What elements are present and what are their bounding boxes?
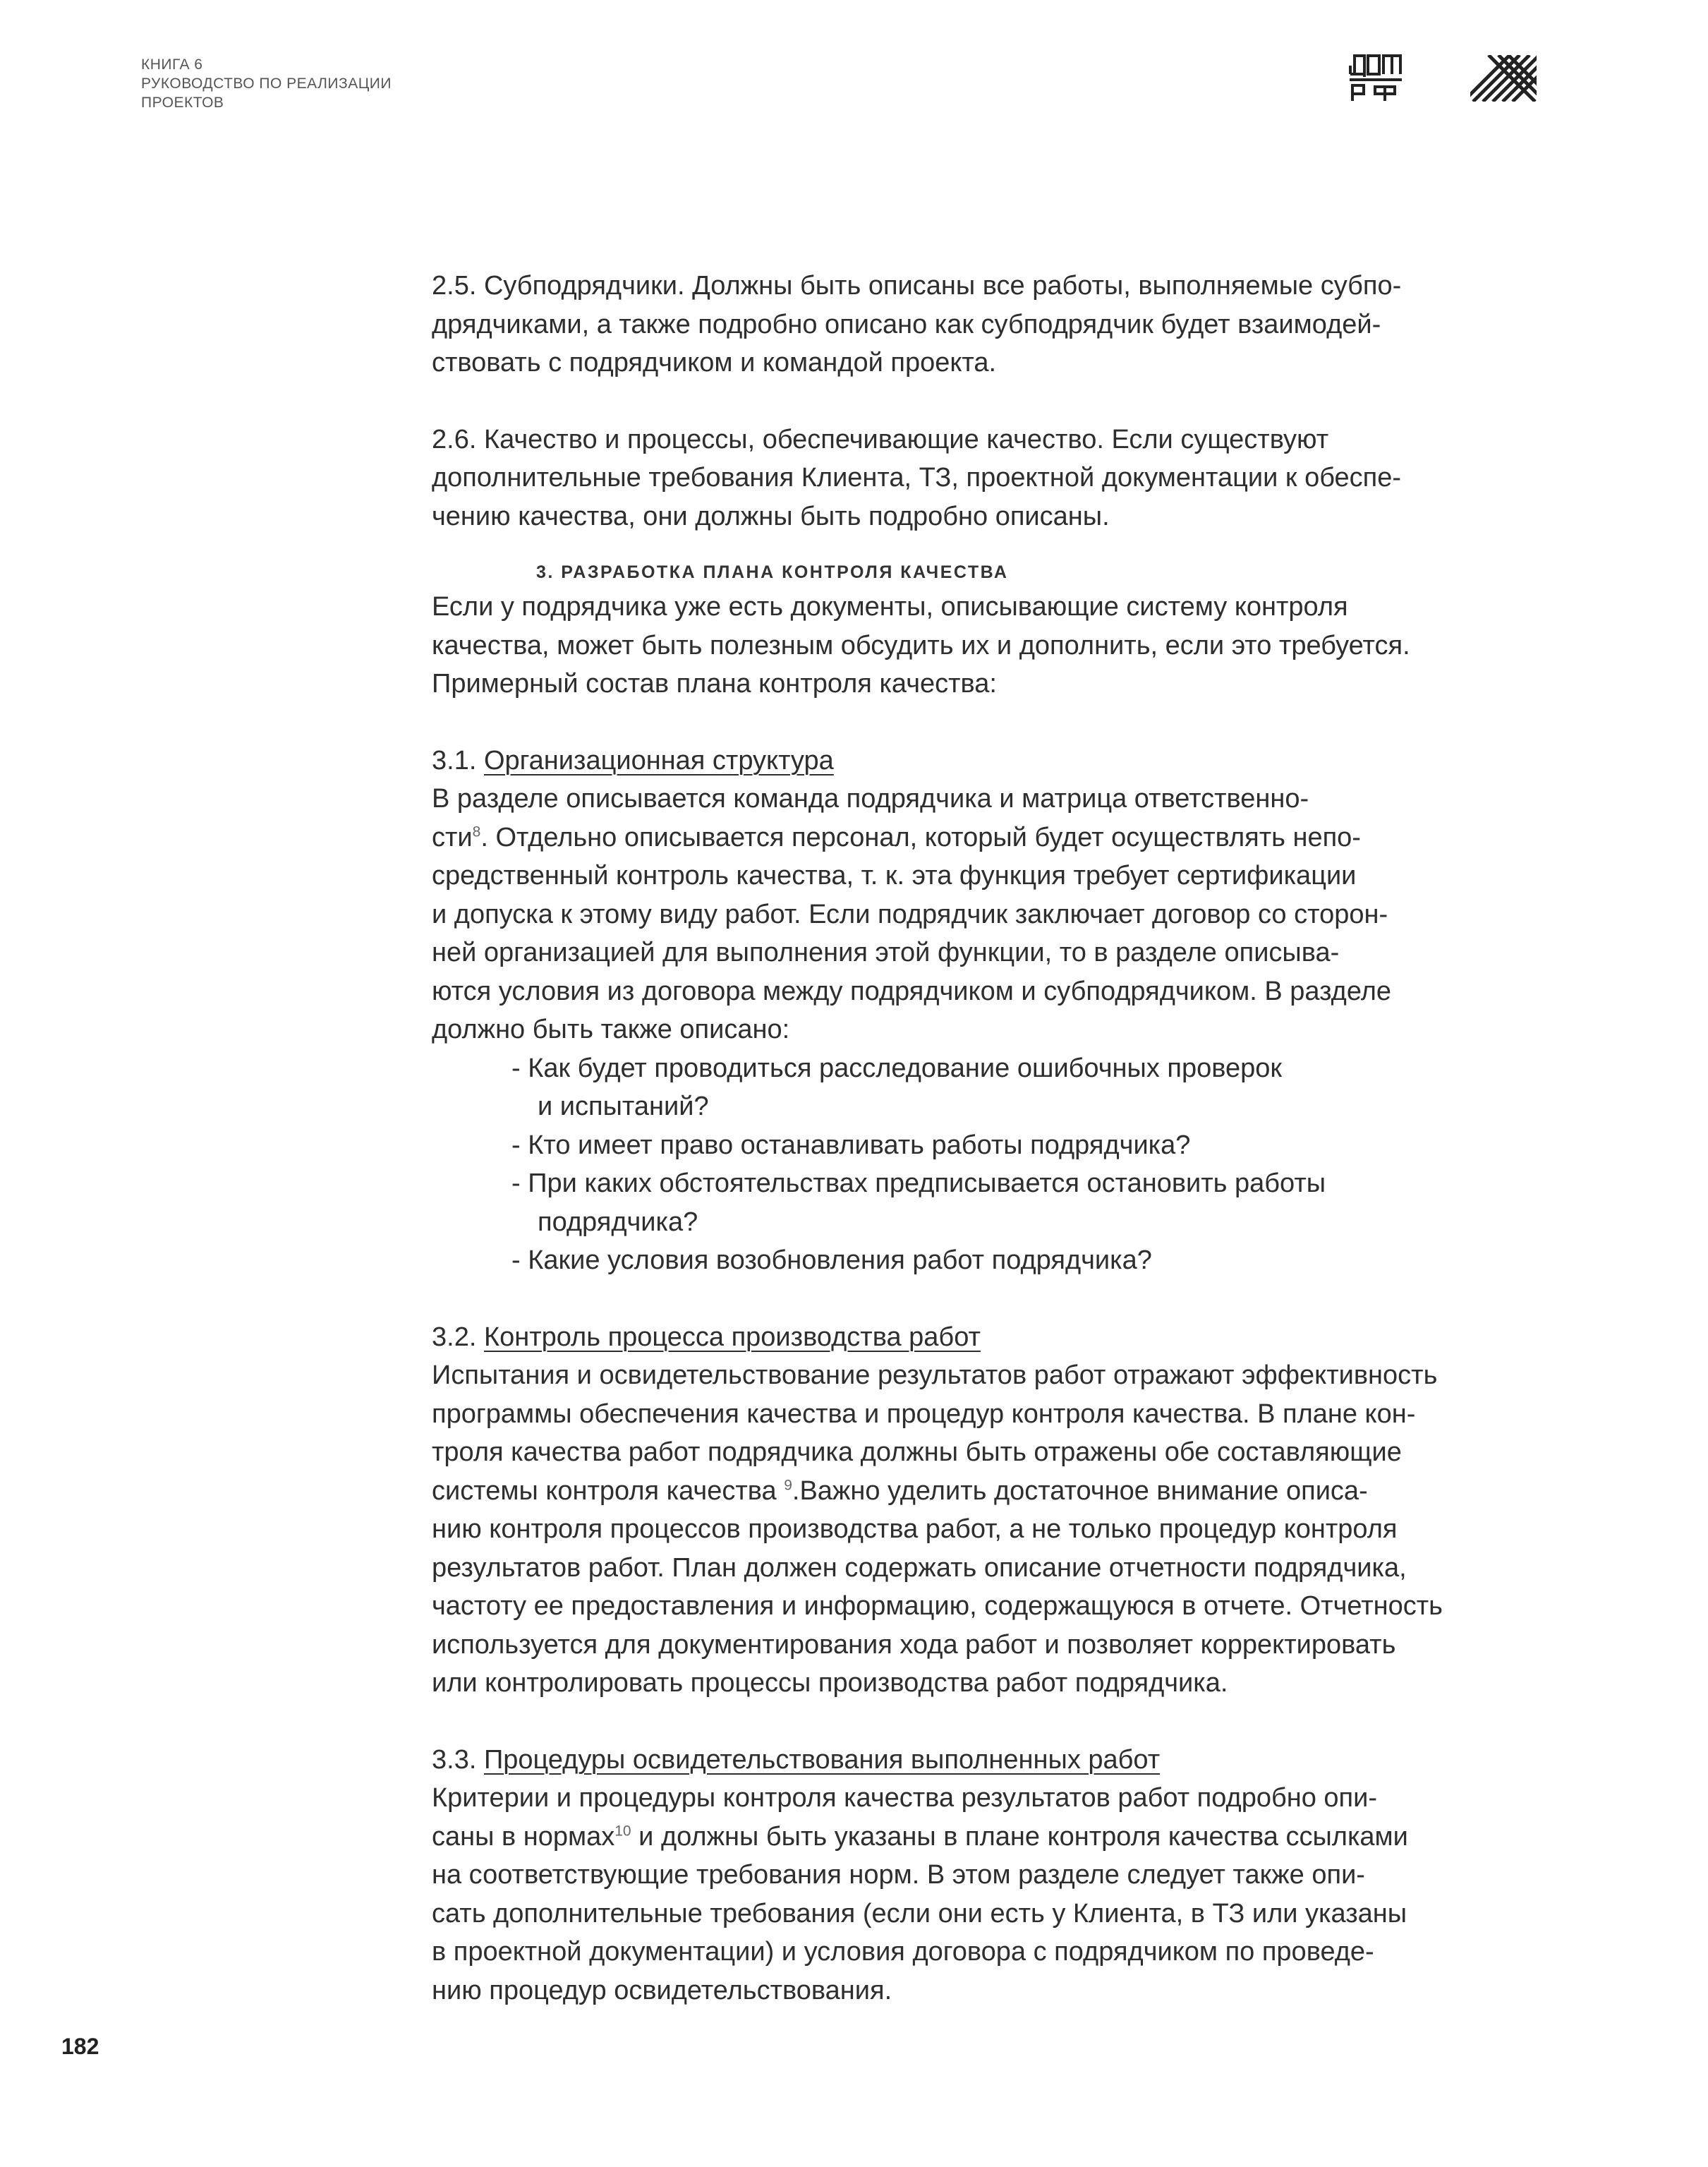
page-number: 182 — [61, 2034, 99, 2059]
text-line — [432, 1818, 1539, 1857]
subsection-title-text: Организационная структура — [483, 745, 834, 775]
text-line: качества, может быть полезным обсудить их и дополнить, если это требуется. — [432, 630, 1410, 660]
text-line: 2.6. Качество и процессы, обеспечивающие качество. Если существуют — [432, 424, 1329, 454]
subsection-title — [432, 1741, 1539, 1780]
text-line: и допуска к этому виду работ. Если подрядчик заключает договор со сторон- — [432, 899, 1388, 929]
footnote-ref: 10 — [614, 1822, 631, 1839]
text-line: частоту ее предоставления и информацию, содержащуюся в отчете. Отчетность — [432, 1591, 1443, 1621]
text-line: или контролировать процессы производства работ подрядчика. — [432, 1668, 1228, 1698]
dom-rf-logo-icon — [1348, 53, 1403, 104]
text-fragment: .Важно уделить достаточное внимание описа- — [792, 1475, 1368, 1506]
text-line: 2.5. Субподрядчики. Должны быть описаны все работы, выполняемые субпо- — [432, 271, 1402, 301]
text-line: дрядчиками, а также подробно описано как субподрядчик будет взаимодей- — [432, 309, 1381, 339]
text-line: ются условия из договора между подрядчиком и субподрядчиком. В разделе — [432, 976, 1392, 1006]
subsection-title — [432, 1318, 1539, 1357]
text-line: должно быть также описано: — [432, 1015, 790, 1044]
text-line — [432, 1472, 1539, 1511]
text-line: дополнительные требования Клиента, ТЗ, проектной документации к обеспе- — [432, 463, 1402, 493]
section-3-heading: 3. РАЗРАБОТКА ПЛАНА КОНТРОЛЯ КАЧЕСТВА — [536, 562, 1009, 582]
subsection-title — [432, 742, 1539, 780]
list-item: - Какие условия возобновления работ подрядчика? — [511, 1245, 1152, 1275]
subsection-number: 3.3. — [432, 1744, 484, 1775]
text-fragment: и должны быть указаны в плане контроля качества ссылками — [631, 1821, 1408, 1852]
text-line: нию процедур освидетельствования. — [432, 1975, 892, 2005]
list-item-continuation: подрядчика? — [538, 1207, 698, 1237]
text-fragment: системы контроля качества — [432, 1475, 785, 1506]
list-item: - Кто имеет право останавливать работы подрядчика? — [511, 1130, 1191, 1160]
text-line: Примерный состав плана контроля качества: — [432, 669, 997, 699]
text-line: на соответствующие требования норм. В этом разделе следует также опи- — [432, 1860, 1365, 1890]
list-item-continuation: и испытаний? — [538, 1092, 709, 1121]
text-line: Если у подрядчика уже есть документы, описывающие систему контроля — [432, 592, 1348, 622]
section-3-3 — [432, 1741, 1539, 2010]
text-fragment: . Отдельно описывается персонал, который будет осуществлять непо- — [480, 822, 1361, 852]
text-line — [432, 819, 1539, 857]
list-item: - При каких обстоятельствах предписывается остановить работы — [511, 1169, 1326, 1198]
text-line: троля качества работ подрядчика должны быть отражены обе составляющие — [432, 1437, 1402, 1467]
main-text — [432, 267, 1539, 2010]
subsection-title-text: Процедуры освидетельствования выполненных работ — [483, 1744, 1161, 1775]
list-item: - Как будет проводиться расследование ошибочных проверок — [511, 1053, 1283, 1083]
running-header — [141, 55, 392, 112]
footnote-ref: 8 — [472, 823, 481, 840]
text-line: Испытания и освидетельствование результатов работ отражают эффективность — [432, 1360, 1438, 1390]
footnote-ref: 9 — [784, 1476, 792, 1493]
section-2-5 — [432, 267, 1539, 382]
subsection-number: 3.1. — [432, 745, 484, 775]
section-3-2 — [432, 1318, 1539, 1703]
text-fragment: саны в нормах — [432, 1821, 615, 1852]
header-title-line1: РУКОВОДСТВО ПО РЕАЛИЗАЦИИ — [141, 76, 392, 92]
text-line: используется для документирования хода работ и позволяет корректировать — [432, 1629, 1396, 1660]
text-line: ствовать с подрядчиком и командой проекта. — [432, 348, 997, 378]
text-line: чению качества, они должны быть подробно описаны. — [432, 501, 1110, 531]
hatch-logo-icon — [1470, 55, 1537, 102]
bullet-list — [432, 1049, 1539, 1280]
text-line: программы обеспечения качества и процедур контроля качества. В плане кон- — [432, 1399, 1416, 1429]
subsection-number: 3.2. — [432, 1322, 484, 1352]
section-3-1 — [432, 742, 1539, 1280]
text-line: Критерии и процедуры контроля качества результатов работ подробно опи- — [432, 1783, 1378, 1813]
text-line: В разделе описывается команда подрядчика и матрица ответственно- — [432, 784, 1309, 814]
header-book: КНИГА 6 — [141, 56, 203, 73]
text-line: в проектной документации) и условия договора с подрядчиком по проведе- — [432, 1937, 1374, 1967]
text-line: ней организацией для выполнения этой функции, то в разделе описыва- — [432, 938, 1340, 967]
text-line: нию контроля процессов производства работ, а не только процедур контроля — [432, 1514, 1398, 1544]
section-3-intro — [432, 588, 1539, 704]
section-2-6 — [432, 421, 1539, 536]
text-line: результатов работ. План должен содержать описание отчетности подрядчика, — [432, 1552, 1407, 1583]
text-line: средственный контроль качества, т. к. эта функция требует сертификации — [432, 861, 1357, 891]
text-line: сать дополнительные требования (если они есть у Клиента, в ТЗ или указаны — [432, 1898, 1407, 1928]
subsection-title-text: Контроль процесса производства работ — [483, 1322, 981, 1352]
header-title-line2: ПРОЕКТОВ — [141, 95, 224, 111]
text-fragment: сти — [432, 822, 473, 852]
